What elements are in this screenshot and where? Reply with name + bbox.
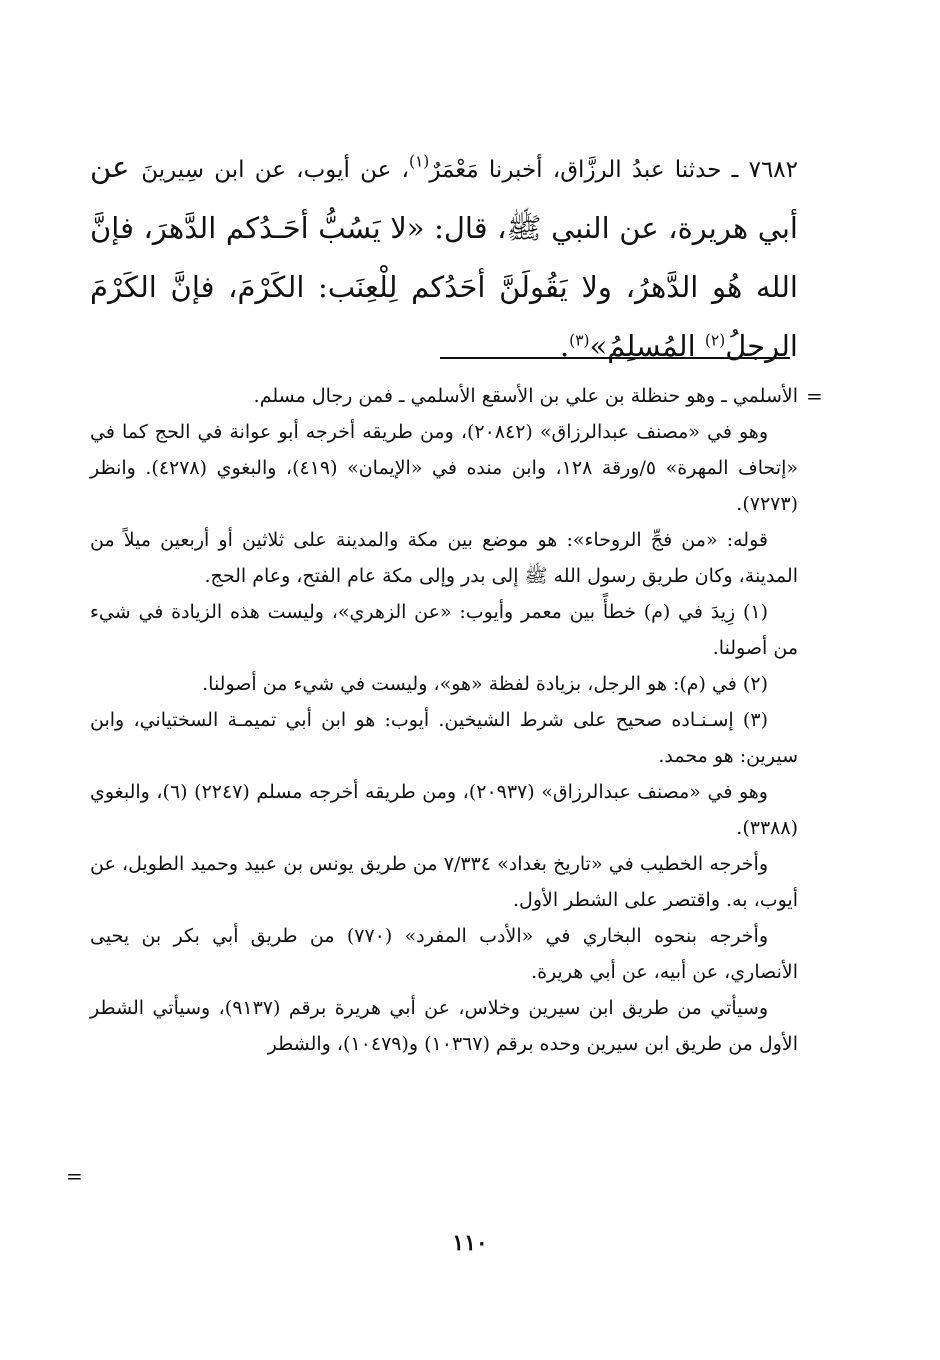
footnote-ref-2: (٢) xyxy=(704,331,726,350)
footnote-1: (١) زِيدَ في (م) خطأً بين معمر وأيوب: «عن الزهري»، وليست هذه الزيادة في شيء من أصولنا. xyxy=(90,601,798,659)
footnote-paragraph: وأخرجه بنحوه البخاري في «الأدب المفرد» (٧٧٠) من طريق أبي بكر بن يحيى الأنصاري، عن أبيه، عن أبي هريرة. xyxy=(90,925,798,983)
hadith-matn: عن أبي هريرة، عن النبي ﷺ، قال: «لا يَسُبُّ أحَـدُكم الدَّهرَ، فإنَّ الله هُو الدَّهرُ، ولا يَقُولَنَّ أحَدُكم لِلْعِنَب: الكَرْمَ، فإنَّ الكَرْمَ الرجلُ xyxy=(90,150,798,363)
hadith-isnad-end: ، عن أيوب، عن ابن سِيرينَ xyxy=(141,157,409,183)
hadith-main-text xyxy=(90,138,798,376)
footnote-2: (٢) في (م): هو الرجل، بزيادة لفظة «هو»، وليست في شيء من أصولنا. xyxy=(202,673,768,695)
footnote-divider xyxy=(440,357,790,359)
footnote-paragraph: قوله: «من فجِّ الروحاء»: هو موضع بين مكة والمدينة على ثلاثين أو أربعين ميلاً من المدينة، وكان طريق رسول الله ﷺ إلى بدر وإلى مكة عام الفتح، وعام الحج. xyxy=(90,529,798,587)
footnote-3: (٣) إسـنـاده صحيح على شرط الشيخين. أيوب: هو ابن أبي تميمـة السختياني، وابن سيرين: هو محمد. xyxy=(90,709,798,767)
footnote-paragraph: وهو في «مصنف عبدالرزاق» (٢٠٩٣٧)، ومن طريقه أخرجه مسلم (٢٢٤٧) (٦)، والبغوي (٣٣٨٨). xyxy=(90,781,798,839)
footnote-paragraph: وسيأتي من طريق ابن سيرين وخلاس، عن أبي هريرة برقم (٩١٣٧)، وسيأتي الشطر الأول من طريق ابن سيرين وحده برقم (١٠٣٦٧) و(١٠٤٧٩)، والشطر xyxy=(90,997,798,1055)
hadith-full-stop: . xyxy=(559,329,570,363)
footnote-ref-1: (١) xyxy=(409,152,430,171)
page-number: ١١٠ xyxy=(452,1230,488,1256)
hadith-matn-end: المُسلِمُ» xyxy=(589,329,705,363)
hadith-isnad-start: ٧٦٨٢ ـ حدثنا عبدُ الرزَّاق، أخبرنا مَعْمَرٌ xyxy=(429,157,799,183)
footnotes-section xyxy=(90,378,798,1062)
footnote-paragraph: وأخرجه الخطيب في «تاريخ بغداد» ٧/٣٣٤ من طريق يونس بن عبيد وحميد الطويل، عن أيوب، به. واقتصر على الشطر الأول. xyxy=(90,853,798,911)
continues-to-mark: = xyxy=(66,1164,83,1188)
continued-from-mark: = xyxy=(806,384,823,408)
hadith-paragraph xyxy=(90,138,798,376)
footnote-ref-3: (٣) xyxy=(569,331,590,350)
footnote-paragraph: وهو في «مصنف عبدالرزاق» (٢٠٨٤٢)، ومن طريقه أخرجه أبو عوانة في الحج كما في «إتحاف المهرة» ٥/ورقة ١٢٨، وابن منده في «الإيمان» (٤١٩)، والبغوي (٤٢٧٨). وانظر (٧٢٧٣). xyxy=(90,421,798,515)
footnote-continuation: الأسلمي ـ وهو حنظلة بن علي بن الأسقع الأسلمي ـ فمن رجال مسلم. xyxy=(253,385,798,407)
